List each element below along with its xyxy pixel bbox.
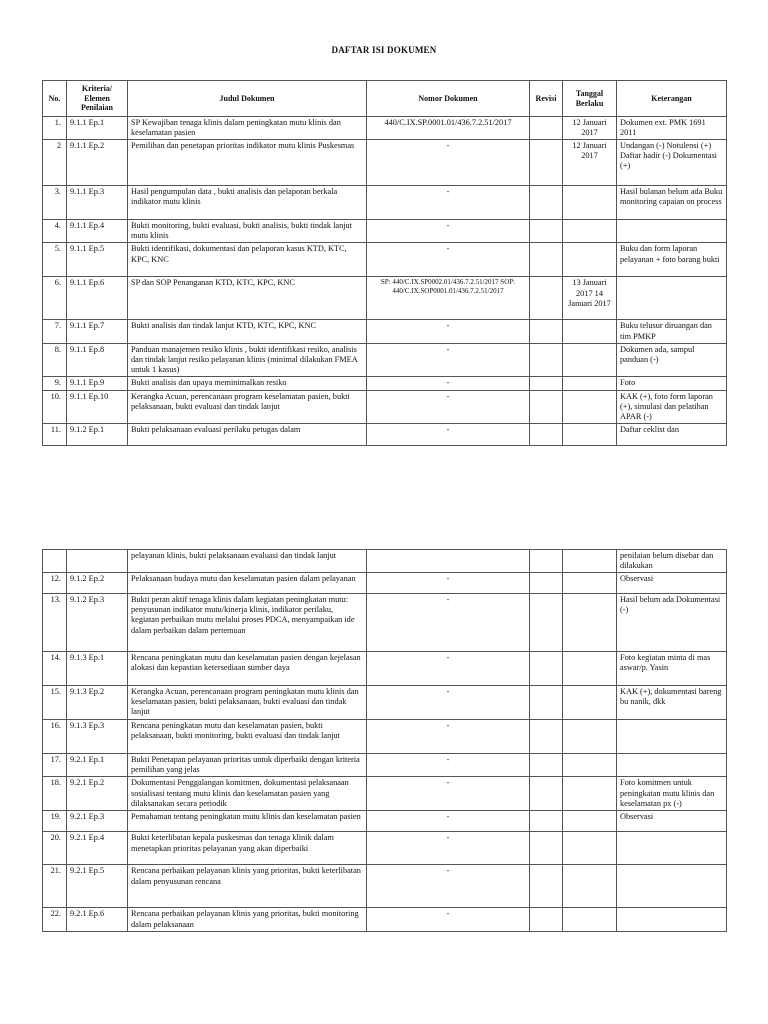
cell-tanggal xyxy=(563,220,617,243)
table-row xyxy=(43,832,727,865)
table-row xyxy=(43,652,727,686)
cell-judul: Rencana peningkatan mutu dan keselamatan pasien dengan kejelasan alokasi dan kepastian ketersediaan sumber daya xyxy=(128,652,367,686)
cell-keterangan xyxy=(617,277,727,320)
cell-revisi xyxy=(530,277,563,320)
cell-judul: Bukti analisis dan upaya meminimalkan resiko xyxy=(128,376,367,390)
cell-nomor: - xyxy=(367,186,530,220)
cell-revisi xyxy=(530,376,563,390)
table-row xyxy=(43,376,727,390)
cell-no: 13. xyxy=(43,594,67,652)
cell-keterangan: Foto kegiatan minta di mas aswar/p. Yasin xyxy=(617,652,727,686)
cell-kriteria: 9.1.1 Ep.6 xyxy=(67,277,128,320)
cell-tanggal: 13 Januari 2017 14 Januari 2017 xyxy=(563,277,617,320)
cell-revisi xyxy=(530,594,563,652)
header-tanggal: Tanggal Berlaku xyxy=(563,81,617,117)
cell-no: 1. xyxy=(43,117,67,140)
cell-tanggal xyxy=(563,320,617,343)
cell-judul: Panduan manajemen resiko klinis , bukti identifikasi resiko, analisis dan tindak lanjut resiko pelayanan klinis (minimal dilakukan FMEA untuk 1 kasus) xyxy=(128,343,367,376)
table-row xyxy=(43,390,727,423)
cell-kriteria: 9.1.1 Ep.3 xyxy=(67,186,128,220)
cell-no: 4. xyxy=(43,220,67,243)
cell-judul: Rencana perbaikan pelayanan klinis yang prioritas, bukti monitoring dalam pelaksanaan xyxy=(128,908,367,932)
cell-keterangan xyxy=(617,908,727,932)
cell-keterangan xyxy=(617,720,727,754)
cell-keterangan: KAK (+), dokumentasi bareng bu nanik, dkk xyxy=(617,686,727,720)
cell-kriteria: 9.1.1 Ep.9 xyxy=(67,376,128,390)
cell-kriteria: 9.1.1 Ep.1 xyxy=(67,117,128,140)
cell-keterangan: Hasil belum ada Dokumentasi (-) xyxy=(617,594,727,652)
table-row xyxy=(43,865,727,908)
cell-tanggal: 12 Januari 2017 xyxy=(563,140,617,186)
cell-tanggal xyxy=(563,720,617,754)
cell-tanggal xyxy=(563,594,617,652)
cell-revisi xyxy=(530,186,563,220)
cell-kriteria: 9.1.2 Ep.3 xyxy=(67,594,128,652)
cell-judul: Kerangka Acuan, perencanaan program keselamatan pasien, bukti pelaksanaan, bukti evaluasi dan tindak lanjut xyxy=(128,390,367,423)
cell-kriteria: 9.2.1 Ep.5 xyxy=(67,865,128,908)
cell-judul: SP Kewajiban tenaga klinis dalam peningkatan mutu klinis dan keselamatan pasien xyxy=(128,117,367,140)
cell-tanggal xyxy=(563,908,617,932)
cell-no: 8. xyxy=(43,343,67,376)
cell-judul: Pelaksanaan budaya mutu dan keselamatan pasien dalam pelayanan xyxy=(128,573,367,594)
table-header-row xyxy=(43,81,727,117)
cell-kriteria: 9.1.1 Ep.4 xyxy=(67,220,128,243)
cell-tanggal xyxy=(563,777,617,811)
cell-no: 12. xyxy=(43,573,67,594)
cell-kriteria xyxy=(67,550,128,573)
cell-kriteria: 9.1.2 Ep.2 xyxy=(67,573,128,594)
header-revisi: Revisi xyxy=(530,81,563,117)
cell-keterangan: Dokumen ext. PMK 1691 2011 xyxy=(617,117,727,140)
cell-judul: Bukti monitoring, bukti evaluasi, bukti analisis, bukti tindak lanjut mutu klinis xyxy=(128,220,367,243)
header-keterangan: Keterangan xyxy=(617,81,727,117)
cell-revisi xyxy=(530,390,563,423)
cell-judul: Bukti analisis dan tindak lanjut KTD, KTC, KPC, KNC xyxy=(128,320,367,343)
cell-revisi xyxy=(530,140,563,186)
cell-keterangan: Buku telusur diruangan dan tim PMKP xyxy=(617,320,727,343)
cell-revisi xyxy=(530,243,563,277)
cell-revisi xyxy=(530,220,563,243)
cell-kriteria: 9.1.3 Ep.2 xyxy=(67,686,128,720)
cell-judul: Bukti pelaksanaan evaluasi perilaku petugas dalam xyxy=(128,424,367,446)
cell-no: 10. xyxy=(43,390,67,423)
cell-revisi xyxy=(530,832,563,865)
table-row xyxy=(43,811,727,832)
cell-tanggal xyxy=(563,376,617,390)
cell-revisi xyxy=(530,573,563,594)
cell-keterangan: Undangan (-) Notulensi (+) Daftar hadir (-) Dokumentasi (+) xyxy=(617,140,727,186)
cell-nomor: - xyxy=(367,811,530,832)
cell-revisi xyxy=(530,865,563,908)
cell-nomor: - xyxy=(367,720,530,754)
header-nomor: Nomor Dokumen xyxy=(367,81,530,117)
cell-nomor: - xyxy=(367,390,530,423)
cell-nomor: - xyxy=(367,865,530,908)
cell-judul: Dokumentasi Penggalangan komitmen, dokumentasi pelaksanaan sosialisasi tentang mutu klinis dan keselamatan pasien yang dilaksanakan secara periodik xyxy=(128,777,367,811)
table-row xyxy=(43,908,727,932)
cell-keterangan xyxy=(617,754,727,777)
cell-nomor: - xyxy=(367,376,530,390)
cell-judul: Bukti Penetapan pelayanan prioritas untuk diperbaiki dengan kriteria pemilihan yang jelas xyxy=(128,754,367,777)
cell-revisi xyxy=(530,320,563,343)
cell-nomor: - xyxy=(367,686,530,720)
cell-keterangan: Hasil bulanan belum ada Buku monitoring capaian on process xyxy=(617,186,727,220)
cell-nomor: - xyxy=(367,573,530,594)
header-kriteria: Kriteria/ Elemen Penilaian xyxy=(67,81,128,117)
cell-tanggal xyxy=(563,573,617,594)
table-row xyxy=(43,243,727,277)
cell-nomor: - xyxy=(367,832,530,865)
cell-revisi xyxy=(530,117,563,140)
cell-keterangan: Buku dan form laporan pelayanan + foto barang bukti xyxy=(617,243,727,277)
table-row xyxy=(43,594,727,652)
cell-nomor: 440/C.IX.SP.0001.01/436.7.2.51/2017 xyxy=(367,117,530,140)
cell-tanggal xyxy=(563,186,617,220)
cell-no: 9. xyxy=(43,376,67,390)
cell-keterangan: penilaian belum disebar dan dilakukan xyxy=(617,550,727,573)
cell-no: 17. xyxy=(43,754,67,777)
cell-keterangan: Observasi xyxy=(617,573,727,594)
document-table-page-2 xyxy=(42,549,727,932)
cell-no: 21. xyxy=(43,865,67,908)
cell-judul: SP dan SOP Penanganan KTD, KTC, KPC, KNC xyxy=(128,277,367,320)
cell-revisi xyxy=(530,550,563,573)
cell-nomor: SP: 440/C.IX.SP0002.01/436.7.2.51/2017 SOP: 440/C.IX.SOP0001.01/436.7.2.51/2017 xyxy=(367,277,530,320)
cell-no: 5. xyxy=(43,243,67,277)
cell-no: 18. xyxy=(43,777,67,811)
cell-nomor: - xyxy=(367,754,530,777)
cell-no: 6. xyxy=(43,277,67,320)
cell-judul: Kerangka Acuan, perencanaan program peningkatan mutu klinis dan keselamatan pasien, bukti pelaksanaan, bukti evaluasi dan tindak lanjut xyxy=(128,686,367,720)
table-row xyxy=(43,754,727,777)
cell-keterangan xyxy=(617,220,727,243)
cell-keterangan: Foto komitmen untuk peningkatan mutu klinis dan keselamatan px (-) xyxy=(617,777,727,811)
cell-kriteria: 9.2.1 Ep.6 xyxy=(67,908,128,932)
table-row xyxy=(43,140,727,186)
cell-tanggal xyxy=(563,865,617,908)
cell-judul: Bukti identifikasi, dokumentasi dan pelaporan kasus KTD, KTC, KPC, KNC xyxy=(128,243,367,277)
cell-keterangan: Dokumen ada, sampul panduan (-) xyxy=(617,343,727,376)
cell-no: 7. xyxy=(43,320,67,343)
cell-tanggal xyxy=(563,390,617,423)
cell-kriteria: 9.2.1 Ep.4 xyxy=(67,832,128,865)
cell-no: 14. xyxy=(43,652,67,686)
cell-no: 2 xyxy=(43,140,67,186)
cell-nomor: - xyxy=(367,424,530,446)
cell-kriteria: 9.1.3 Ep.3 xyxy=(67,720,128,754)
cell-tanggal xyxy=(563,550,617,573)
table-row xyxy=(43,220,727,243)
cell-kriteria: 9.1.1 Ep.7 xyxy=(67,320,128,343)
document-table-page-1 xyxy=(42,80,727,446)
cell-revisi xyxy=(530,343,563,376)
cell-revisi xyxy=(530,777,563,811)
cell-no: 11. xyxy=(43,424,67,446)
document-title: DAFTAR ISI DOKUMEN xyxy=(331,45,437,55)
cell-no: 3. xyxy=(43,186,67,220)
table-row xyxy=(43,573,727,594)
cell-tanggal: 12 Januari 2017 xyxy=(563,117,617,140)
cell-keterangan xyxy=(617,865,727,908)
cell-tanggal xyxy=(563,652,617,686)
cell-nomor: - xyxy=(367,652,530,686)
cell-nomor: - xyxy=(367,594,530,652)
cell-nomor: - xyxy=(367,243,530,277)
table-row xyxy=(43,186,727,220)
cell-nomor: - xyxy=(367,320,530,343)
header-judul: Judul Dokumen xyxy=(128,81,367,117)
cell-keterangan: Daftar ceklist dan xyxy=(617,424,727,446)
table-row xyxy=(43,720,727,754)
cell-judul: Pemahaman tentang peningkatan mutu klinis dan keselamatan pasien xyxy=(128,811,367,832)
cell-kriteria: 9.1.2 Ep.1 xyxy=(67,424,128,446)
cell-judul: Pemilihan dan penetapan prioritas indikator mutu klinis Puskesmas xyxy=(128,140,367,186)
cell-tanggal xyxy=(563,424,617,446)
cell-tanggal xyxy=(563,243,617,277)
cell-keterangan: KAK (+), foto form laporan (+), simulasi dan pelatihan APAR (-) xyxy=(617,390,727,423)
cell-no xyxy=(43,550,67,573)
cell-kriteria: 9.1.1 Ep.8 xyxy=(67,343,128,376)
table-row xyxy=(43,320,727,343)
cell-nomor: - xyxy=(367,777,530,811)
cell-nomor: - xyxy=(367,140,530,186)
cell-tanggal xyxy=(563,343,617,376)
table-row xyxy=(43,777,727,811)
cell-no: 16. xyxy=(43,720,67,754)
cell-kriteria: 9.2.1 Ep.1 xyxy=(67,754,128,777)
cell-tanggal xyxy=(563,811,617,832)
cell-kriteria: 9.1.1 Ep.5 xyxy=(67,243,128,277)
cell-tanggal xyxy=(563,686,617,720)
cell-no: 19. xyxy=(43,811,67,832)
cell-nomor: - xyxy=(367,220,530,243)
table-row xyxy=(43,550,727,573)
cell-nomor: - xyxy=(367,908,530,932)
cell-nomor: - xyxy=(367,343,530,376)
table-row xyxy=(43,343,727,376)
cell-no: 15. xyxy=(43,686,67,720)
cell-revisi xyxy=(530,811,563,832)
cell-judul: Rencana perbaikan pelayanan klinis yang prioritas, bukti keterlibatan dalam penyusunan rencana xyxy=(128,865,367,908)
table-row xyxy=(43,686,727,720)
cell-judul: Rencana peningkatan mutu dan keselamatan pasien, bukti pelaksanaan, bukti monitoring, bukti evaluasi dan tindak lanjut xyxy=(128,720,367,754)
cell-revisi xyxy=(530,754,563,777)
cell-judul: Bukti peran aktif tenaga klinis dalam kegiatan peningkatan mutu: penyusunan indikator mutu/kinerja klinis, indikator perilaku, kegiatan perbaikan mutu melalui proses PDCA, menyampaikan ide dalam perbaikan dalam pertemuan xyxy=(128,594,367,652)
cell-tanggal xyxy=(563,754,617,777)
cell-keterangan xyxy=(617,832,727,865)
cell-tanggal xyxy=(563,832,617,865)
cell-judul: Bukti keterlibatan kepala puskesmas dan tenaga klinik dalam menetapkan prioritas pelayanan yang akan diperbaiki xyxy=(128,832,367,865)
cell-no: 20. xyxy=(43,832,67,865)
cell-judul: pelayanan klinis, bukti pelaksanaan evaluasi dan tindak lanjut xyxy=(128,550,367,573)
cell-kriteria: 9.1.3 Ep.1 xyxy=(67,652,128,686)
cell-kriteria: 9.1.1 Ep.2 xyxy=(67,140,128,186)
table-row xyxy=(43,277,727,320)
cell-revisi xyxy=(530,908,563,932)
table-row xyxy=(43,117,727,140)
cell-judul: Hasil pengumpulan data , bukti analisis dan pelaporan berkala indikator mutu klinis xyxy=(128,186,367,220)
cell-revisi xyxy=(530,686,563,720)
cell-revisi xyxy=(530,652,563,686)
cell-keterangan: Observasi xyxy=(617,811,727,832)
cell-revisi xyxy=(530,424,563,446)
cell-kriteria: 9.1.1 Ep.10 xyxy=(67,390,128,423)
header-no: No. xyxy=(43,81,67,117)
cell-revisi xyxy=(530,720,563,754)
cell-no: 22. xyxy=(43,908,67,932)
cell-nomor xyxy=(367,550,530,573)
cell-kriteria: 9.2.1 Ep.3 xyxy=(67,811,128,832)
table-row xyxy=(43,424,727,446)
cell-kriteria: 9.2.1 Ep.2 xyxy=(67,777,128,811)
cell-keterangan: Foto xyxy=(617,376,727,390)
